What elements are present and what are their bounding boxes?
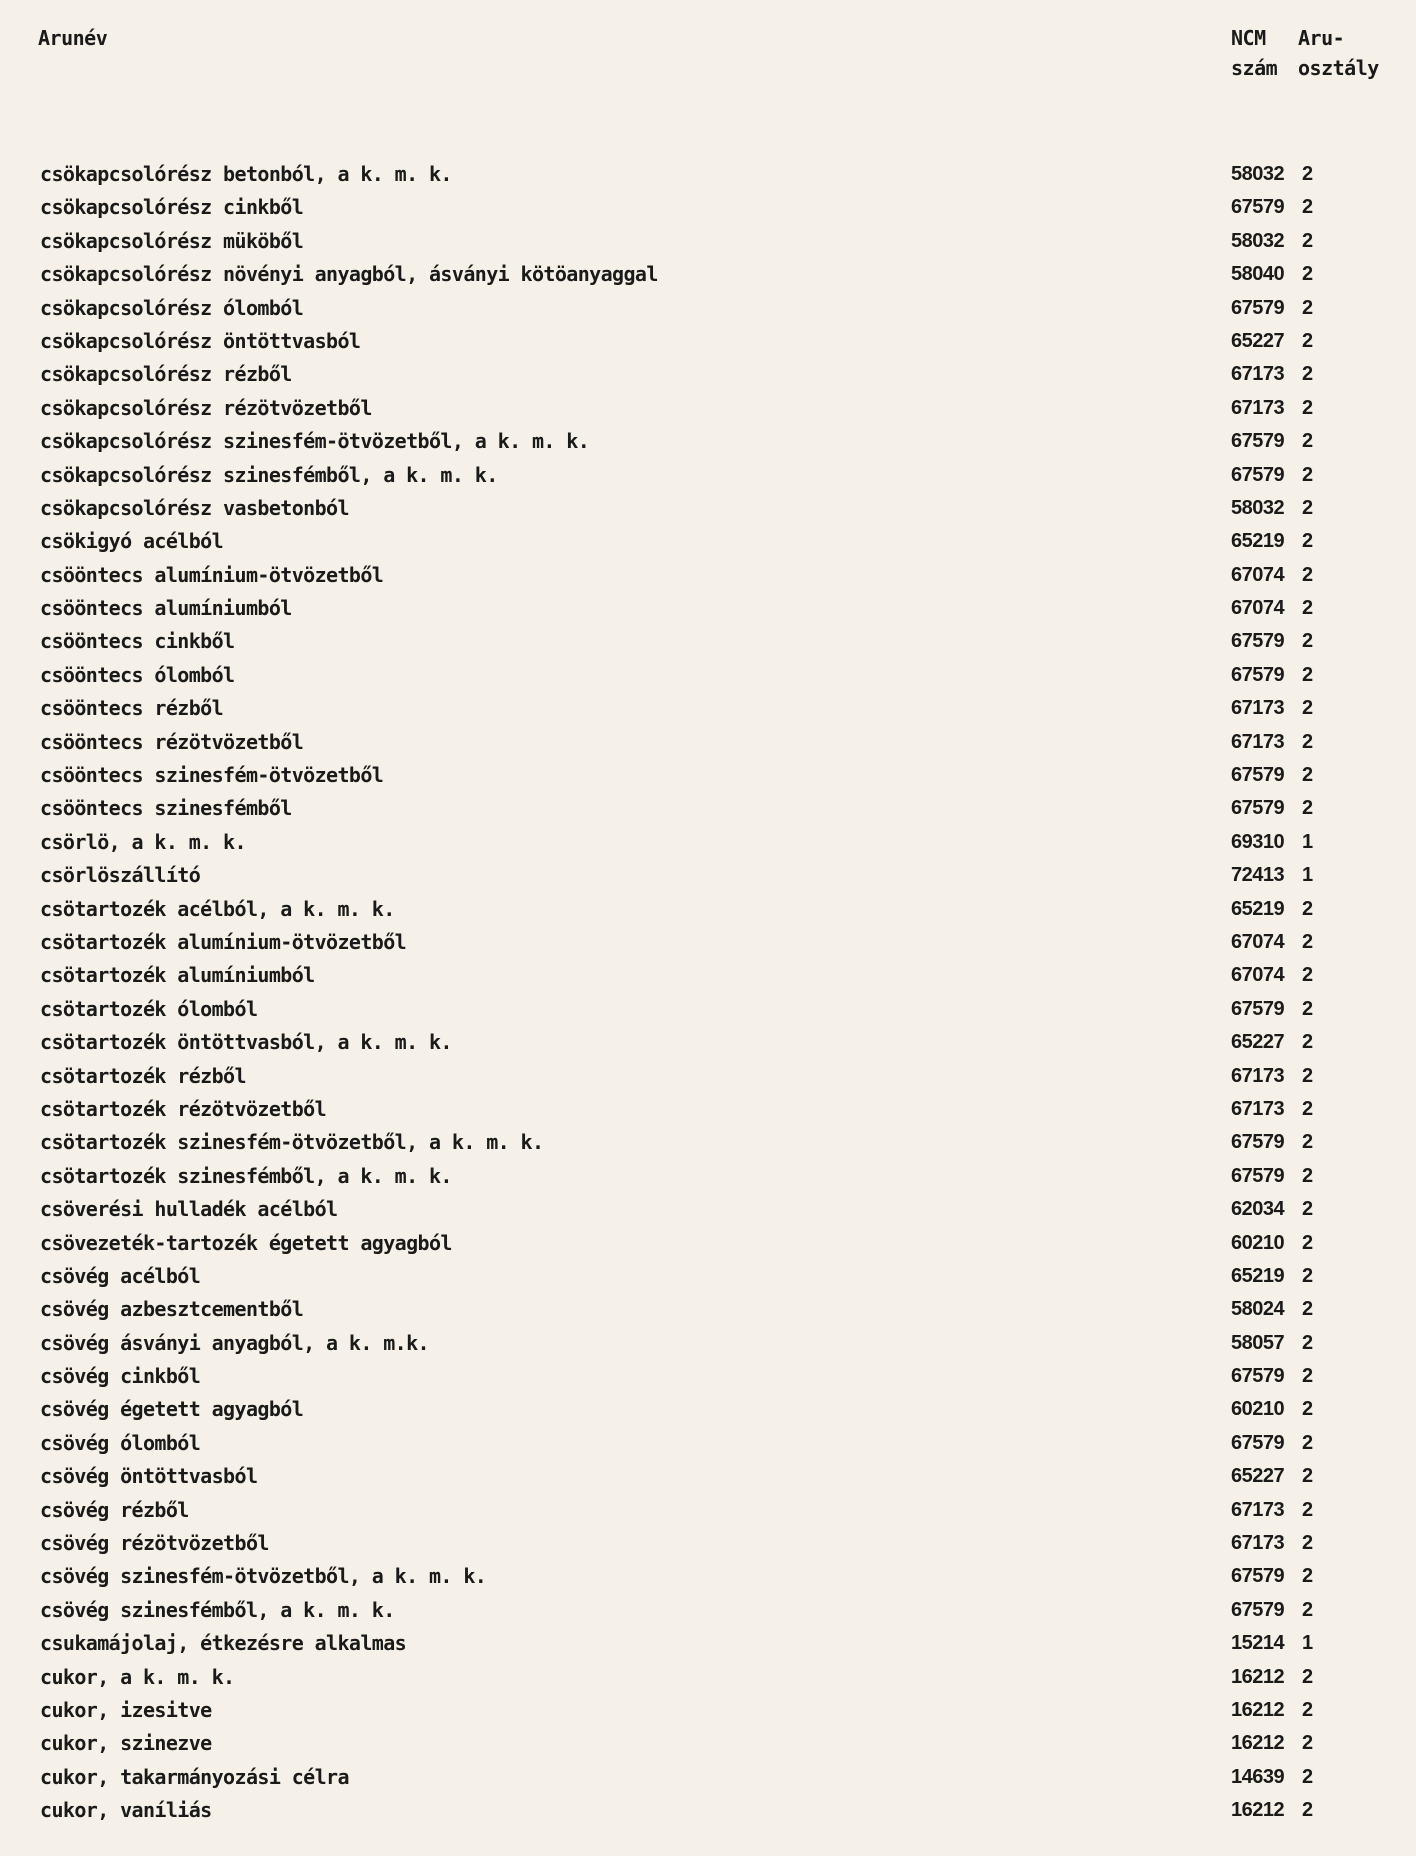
list-item [0,1060,1416,1093]
product-class: 2 [1302,1231,1313,1254]
ncm-code: 16212 [1231,1799,1285,1822]
ncm-code: 67579 [1231,196,1285,219]
product-name: csövég rézből [40,1497,189,1522]
ncm-code: 67579 [1231,296,1285,319]
ncm-code: 16212 [1231,1698,1285,1721]
product-class: 2 [1302,597,1313,620]
product-name: csövég ólomból [40,1430,201,1455]
list-item [0,258,1416,291]
list-item [0,358,1416,391]
ncm-code: 67074 [1231,930,1285,953]
product-class: 2 [1302,1765,1313,1788]
product-list [0,158,1416,1828]
product-class: 2 [1302,1331,1313,1354]
list-item [0,191,1416,224]
product-class: 2 [1302,296,1313,319]
product-class: 2 [1302,563,1313,586]
ncm-code: 67579 [1231,1164,1285,1187]
column-header-class-line1: Aru- [1298,26,1345,50]
list-item [0,325,1416,358]
ncm-code: 58032 [1231,496,1285,519]
ncm-code: 67173 [1231,730,1285,753]
product-class: 2 [1302,1732,1313,1755]
product-name: csökapcsolórész öntöttvasból [40,328,361,353]
list-item [0,158,1416,191]
list-item [0,659,1416,692]
product-class: 2 [1302,1431,1313,1454]
product-name: csövég égetett agyagból [40,1397,304,1422]
list-item [0,1460,1416,1493]
list-item [0,1360,1416,1393]
product-name: csövég cinkből [40,1364,201,1389]
product-class: 2 [1302,897,1313,920]
product-class: 2 [1302,163,1313,185]
ncm-code: 67074 [1231,597,1285,620]
product-name: csökapcsolórész rézből [40,362,292,387]
product-class: 2 [1302,363,1313,386]
product-name: cukor, vaníliás [40,1798,212,1823]
product-name: csökapcsolórész müköből [40,228,304,253]
list-item [0,1193,1416,1226]
ncm-code: 60210 [1231,1231,1285,1254]
product-class: 2 [1302,1064,1313,1087]
ncm-code: 67173 [1231,1532,1285,1555]
list-item [0,759,1416,792]
product-name: csööntecs szinesfémből [40,796,292,821]
product-class: 2 [1302,463,1313,486]
list-item [0,1427,1416,1460]
product-name: csövég szinesfém-ötvözetből, a k. m. k. [40,1564,487,1589]
list-item [0,1794,1416,1827]
product-name: csökigyó acélból [40,529,224,554]
list-item [0,459,1416,492]
product-name: csöverési hulladék acélból [40,1197,338,1222]
ncm-code: 67579 [1231,1131,1285,1154]
product-class: 1 [1302,1632,1313,1655]
list-item [0,993,1416,1026]
ncm-code: 60210 [1231,1398,1285,1421]
product-name: cukor, szinezve [40,1731,212,1756]
list-item [0,1627,1416,1660]
ncm-code: 67579 [1231,463,1285,486]
product-class: 2 [1302,930,1313,953]
list-item [0,292,1416,325]
product-class: 2 [1302,1465,1313,1488]
product-class: 2 [1302,1498,1313,1521]
ncm-code: 58032 [1231,163,1285,185]
list-item [0,1126,1416,1159]
ncm-code: 67579 [1231,1431,1285,1454]
list-item [0,826,1416,859]
product-name: csööntecs alumínium-ötvözetből [40,562,384,587]
ncm-code: 65219 [1231,530,1285,553]
ncm-code: 67173 [1231,396,1285,419]
product-class: 2 [1302,1698,1313,1721]
product-name: csötartozék alumínium-ötvözetből [40,929,407,954]
product-name: csövég öntöttvasból [40,1464,258,1489]
ncm-code: 72413 [1231,864,1285,887]
product-name: csökapcsolórész cinkből [40,195,304,220]
product-name: csukamájolaj, étkezésre alkalmas [40,1631,407,1656]
list-item [0,1527,1416,1560]
product-class: 2 [1302,663,1313,686]
product-class: 1 [1302,864,1313,887]
product-name: cukor, izesitve [40,1697,212,1722]
product-class: 2 [1302,1298,1313,1321]
product-name: csötartozék szinesfémből, a k. m. k. [40,1163,452,1188]
ncm-code: 67579 [1231,764,1285,787]
product-name: cukor, takarmányozási célra [40,1764,349,1789]
list-item [0,1494,1416,1527]
product-name: csövezeték-tartozék égetett agyagból [40,1230,452,1255]
product-class: 2 [1302,1665,1313,1688]
product-name: csötartozék rézötvözetből [40,1096,327,1121]
product-name: csööntecs rézötvözetből [40,729,304,754]
ncm-code: 16212 [1231,1732,1285,1755]
product-name: csötartozék acélból, a k. m. k. [40,896,395,921]
product-name: csööntecs rézből [40,696,224,721]
ncm-code: 67579 [1231,630,1285,653]
ncm-code: 65227 [1231,329,1285,352]
product-name: csötartozék öntöttvasból, a k. m. k. [40,1030,452,1055]
list-item [0,1694,1416,1727]
ncm-code: 65219 [1231,1264,1285,1287]
ncm-code: 67579 [1231,797,1285,820]
product-name: csökapcsolórész szinesfémből, a k. m. k. [40,462,498,487]
product-class: 2 [1302,229,1313,252]
list-item [0,692,1416,725]
ncm-code: 65219 [1231,897,1285,920]
list-item [0,592,1416,625]
product-class: 2 [1302,1131,1313,1154]
product-class: 2 [1302,1799,1313,1822]
product-name: csörlö, a k. m. k. [40,829,246,854]
list-item [0,225,1416,258]
list-item [0,625,1416,658]
product-name: csövég szinesfémből, a k. m. k. [40,1597,395,1622]
ncm-code: 67579 [1231,663,1285,686]
product-class: 2 [1302,496,1313,519]
ncm-code: 67074 [1231,563,1285,586]
list-item [0,1327,1416,1360]
ncm-code: 67579 [1231,1598,1285,1621]
product-name: csövég azbesztcementből [40,1297,304,1322]
product-class: 2 [1302,630,1313,653]
list-item [0,1293,1416,1326]
product-class: 2 [1302,530,1313,553]
product-class: 2 [1302,1264,1313,1287]
list-item [0,1661,1416,1694]
product-class: 2 [1302,964,1313,987]
product-class: 1 [1302,830,1313,853]
ncm-code: 58024 [1231,1298,1285,1321]
list-item [0,392,1416,425]
product-name: csökapcsolórész betonból, a k. m. k. [40,162,452,186]
list-item [0,425,1416,458]
product-class: 2 [1302,1164,1313,1187]
product-name: csörlöszállító [40,863,201,888]
list-item [0,492,1416,525]
list-item [0,1393,1416,1426]
column-header-class-line2: osztály [1298,56,1379,80]
list-item [0,1761,1416,1794]
product-name: csööntecs ólomból [40,662,235,687]
ncm-code: 67579 [1231,1365,1285,1388]
list-item [0,959,1416,992]
ncm-code: 58040 [1231,263,1285,286]
product-class: 2 [1302,1198,1313,1221]
list-item [0,559,1416,592]
ncm-code: 67173 [1231,1064,1285,1087]
ncm-code: 58032 [1231,229,1285,252]
product-class: 2 [1302,1565,1313,1588]
product-class: 2 [1302,396,1313,419]
product-class: 2 [1302,764,1313,787]
list-item [0,1560,1416,1593]
ncm-code: 69310 [1231,830,1285,853]
list-item [0,1594,1416,1627]
product-name: csövég acélból [40,1263,201,1288]
ncm-code: 62034 [1231,1198,1285,1221]
product-name: csööntecs cinkből [40,629,235,654]
ncm-code: 65227 [1231,1465,1285,1488]
product-class: 2 [1302,730,1313,753]
product-class: 2 [1302,697,1313,720]
product-class: 2 [1302,329,1313,352]
product-name: csötartozék szinesfém-ötvözetből, a k. m. k. [40,1130,544,1155]
product-class: 2 [1302,1031,1313,1054]
list-item [0,859,1416,892]
list-item [0,792,1416,825]
product-class: 2 [1302,263,1313,286]
list-item [0,1227,1416,1260]
ncm-code: 14639 [1231,1765,1285,1788]
product-class: 2 [1302,997,1313,1020]
product-name: csötartozék rézből [40,1063,246,1088]
ncm-code: 16212 [1231,1665,1285,1688]
product-class: 2 [1302,1398,1313,1421]
product-class: 2 [1302,430,1313,453]
ncm-code: 67579 [1231,1565,1285,1588]
product-name: csökapcsolórész vasbetonból [40,495,349,520]
list-item [0,525,1416,558]
ncm-code: 67173 [1231,363,1285,386]
column-header-name: Arunév [38,26,108,50]
ncm-code: 67173 [1231,697,1285,720]
product-name: csööntecs alumíniumból [40,596,292,621]
product-class: 2 [1302,1097,1313,1120]
ncm-code: 65227 [1231,1031,1285,1054]
ncm-code: 67579 [1231,997,1285,1020]
ncm-code: 67173 [1231,1097,1285,1120]
list-item [0,1260,1416,1293]
column-header-code-line2: szám [1231,56,1278,80]
ncm-code: 67173 [1231,1498,1285,1521]
list-item [0,726,1416,759]
list-item [0,893,1416,926]
product-name: csökapcsolórész rézötvözetből [40,395,372,420]
list-item [0,1727,1416,1760]
list-item [0,1093,1416,1126]
ncm-code: 67074 [1231,964,1285,987]
product-name: csökapcsolórész ólomból [40,295,304,320]
product-name: csövég rézötvözetből [40,1531,269,1556]
product-class: 2 [1302,1532,1313,1555]
list-item [0,1026,1416,1059]
product-name: cukor, a k. m. k. [40,1664,235,1689]
product-name: csööntecs szinesfém-ötvözetből [40,763,384,788]
product-name: csötartozék alumíniumból [40,963,315,988]
product-name: csökapcsolórész növényi anyagból, ásványi kötöanyaggal [40,262,658,287]
list-item [0,926,1416,959]
product-name: csövég ásványi anyagból, a k. m.k. [40,1330,429,1355]
column-header-code-line1: NCM [1231,26,1266,50]
product-name: csötartozék ólomból [40,996,258,1021]
list-item [0,1160,1416,1193]
product-name: csökapcsolórész szinesfém-ötvözetből, a k. m. k. [40,429,590,454]
product-class: 2 [1302,196,1313,219]
product-class: 2 [1302,1598,1313,1621]
ncm-code: 58057 [1231,1331,1285,1354]
ncm-code: 15214 [1231,1632,1285,1655]
ncm-code: 67579 [1231,430,1285,453]
product-class: 2 [1302,797,1313,820]
product-class: 2 [1302,1365,1313,1388]
